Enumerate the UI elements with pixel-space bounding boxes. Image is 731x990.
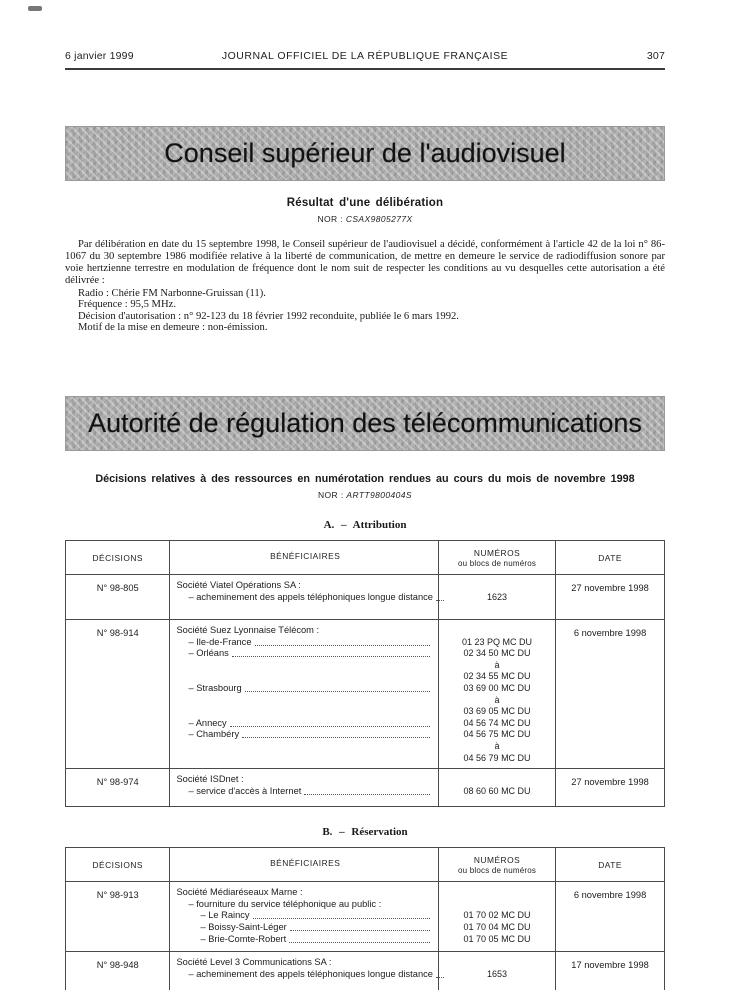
number-line: 01 70 04 MC DU: [463, 921, 531, 932]
beneficiary-cell: [169, 620, 438, 768]
beneficiary-line: [176, 910, 434, 922]
number-line: 08 60 60 MC DU: [463, 785, 531, 796]
col-header-numeros: [438, 848, 555, 881]
table-row: [66, 574, 664, 619]
beneficiary-line: [176, 706, 434, 718]
beneficiary-cell: [169, 952, 438, 990]
section-banner-csa-title: Conseil supérieur de l'audiovisuel: [164, 138, 566, 168]
beneficiary-line: [176, 648, 434, 660]
beneficiary-text: – fourniture du service téléphonique au public :: [188, 898, 382, 909]
beneficiary-line: [176, 899, 434, 911]
number-line: à: [494, 659, 500, 670]
dot-leader: [255, 645, 430, 646]
dot-leader: [304, 794, 430, 795]
number-line: 03 69 00 MC DU: [463, 682, 531, 693]
col-header-beneficiaires: BÉNÉFICIAIRES: [169, 848, 438, 881]
beneficiary-text: Société Viatel Opérations SA :: [176, 580, 301, 590]
beneficiary-cell: [169, 882, 438, 951]
beneficiary-cell: [169, 769, 438, 806]
table-row: [66, 951, 664, 990]
csa-nor-line: [65, 214, 665, 224]
beneficiary-line: [176, 695, 434, 707]
numbers-cell: [438, 952, 555, 990]
dot-leader: [242, 737, 430, 738]
decision-number: N° 98-974: [96, 777, 139, 788]
number-line: [439, 774, 555, 786]
number-line: à: [494, 694, 500, 705]
beneficiary-line: [176, 729, 434, 741]
decision-number: N° 98-805: [96, 583, 139, 593]
number-line: 04 56 75 MC DU: [463, 729, 531, 740]
table-row: [66, 768, 664, 806]
decision-number: N° 98-913: [96, 890, 139, 901]
part-b-heading: B. – Réservation: [322, 826, 408, 839]
decision-date: 6 novembre 1998: [555, 620, 664, 768]
col-header-decisions: DÉCISIONS: [92, 552, 144, 563]
numbers-cell: [438, 620, 555, 768]
beneficiary-text: Société ISDnet :: [176, 774, 244, 785]
art-nor-value: ARTT9800404S: [346, 490, 412, 500]
beneficiary-text: – acheminement des appels téléphoniques longue distance: [188, 968, 433, 979]
col-header-numeros-line2: ou blocs de numéros: [458, 865, 537, 875]
dot-leader: [245, 691, 430, 692]
beneficiary-text: – Orléans: [188, 648, 229, 659]
table-header-row: [66, 848, 664, 881]
dot-leader: [289, 942, 430, 943]
dot-leader: [290, 930, 430, 931]
col-header-date: DATE: [555, 541, 664, 574]
beneficiary-line: [176, 718, 434, 730]
beneficiary-line: [176, 887, 434, 899]
beneficiary-line: [176, 753, 434, 765]
beneficiary-line: [176, 580, 434, 592]
page-number: 307: [646, 50, 665, 62]
col-header-numeros: [438, 541, 555, 574]
beneficiary-text: Société Médiaréseaux Marne :: [176, 887, 303, 898]
section-banner-art: [65, 396, 665, 451]
csa-line-motif: Motif de la mise en demeure : non-émission.: [78, 322, 268, 334]
number-line: 01 23 PQ MC DU: [462, 636, 533, 647]
csa-line-decision: Décision d'autorisation : n° 92-123 du 18 février 1992 reconduite, publiée le 6 mars 1992.: [78, 310, 459, 322]
beneficiary-text: – Boissy-Saint-Léger: [200, 921, 287, 932]
beneficiary-line: [176, 741, 434, 753]
journal-title: JOURNAL OFFICIEL DE LA RÉPUBLIQUE FRANÇAISE: [221, 50, 509, 62]
numbers-cell: [438, 882, 555, 951]
col-header-beneficiaires: BÉNÉFICIAIRES: [169, 541, 438, 574]
csa-line-radio: Radio : Chérie FM Narbonne-Gruissan (11).: [78, 287, 266, 299]
table-row: [66, 619, 664, 768]
decision-date: 27 novembre 1998: [555, 769, 664, 806]
number-line: [439, 887, 555, 899]
number-line: [439, 625, 555, 637]
header-rule: [65, 68, 665, 70]
numbers-cell: [438, 769, 555, 806]
number-line: 04 56 79 MC DU: [463, 752, 531, 763]
beneficiary-line: [176, 969, 434, 981]
decision-number: N° 98-914: [96, 628, 139, 638]
beneficiary-text: – Annecy: [188, 717, 227, 728]
reservation-table: [65, 847, 665, 990]
dot-leader: [230, 726, 430, 727]
section-banner-csa: [65, 126, 665, 181]
number-line: [439, 580, 555, 592]
art-nor-line: [65, 490, 665, 500]
csa-line-frequence: Fréquence : 95,5 MHz.: [78, 299, 176, 311]
beneficiary-text: Société Level 3 Communications SA :: [176, 957, 332, 968]
beneficiary-cell: [169, 575, 438, 619]
art-nor-label: NOR :: [318, 490, 344, 500]
col-header-numeros-line1: NUMÉROS: [473, 854, 521, 865]
beneficiary-text: – Chambéry: [188, 729, 240, 740]
dot-leader: [253, 918, 430, 919]
decision-date: 27 novembre 1998: [555, 575, 664, 619]
number-line: [439, 899, 555, 911]
section-banner-art-title: Autorité de régulation des télécommunications: [88, 408, 642, 438]
beneficiary-line: [176, 637, 434, 649]
beneficiary-line: [176, 671, 434, 683]
beneficiary-line: [176, 625, 434, 637]
col-header-decisions: DÉCISIONS: [92, 859, 144, 870]
beneficiary-text: – service d'accès à Internet: [188, 785, 302, 796]
col-header-numeros-line1: NUMÉROS: [473, 547, 521, 558]
number-line: 01 70 02 MC DU: [463, 910, 531, 921]
beneficiary-text: – Ile-de-France: [188, 636, 252, 647]
beneficiary-line: [176, 683, 434, 695]
beneficiary-line: [176, 786, 434, 798]
number-line: 02 34 55 MC DU: [463, 671, 531, 682]
beneficiary-line: [176, 592, 434, 604]
col-header-date: DATE: [555, 848, 664, 881]
beneficiary-line: [176, 922, 434, 934]
issue-date: 6 janvier 1999: [65, 50, 134, 62]
numbers-cell: [438, 575, 555, 619]
csa-detail-lines: [65, 288, 665, 334]
decision-number: N° 98-948: [96, 960, 139, 971]
number-line: 02 34 50 MC DU: [463, 648, 531, 659]
attribution-table: [65, 540, 665, 807]
number-line: 03 69 05 MC DU: [463, 706, 531, 717]
part-a-heading: A. – Attribution: [323, 519, 407, 531]
number-line: 04 56 74 MC DU: [463, 717, 531, 728]
col-header-numeros-line2: ou blocs de numéros: [458, 558, 537, 568]
beneficiary-text: – Brie-Comte-Robert: [200, 933, 287, 944]
beneficiary-line: [176, 660, 434, 672]
number-line: [439, 957, 555, 969]
beneficiary-text: – Le Raincy: [200, 910, 250, 921]
csa-nor-value: CSAX9805277X: [345, 214, 413, 224]
table-row: [66, 881, 664, 951]
beneficiary-line: [176, 957, 434, 969]
csa-paragraph: [65, 239, 665, 287]
table-header-row: [66, 541, 664, 574]
running-head: [65, 0, 665, 62]
beneficiary-text: Société Suez Lyonnaise Télécom :: [176, 625, 320, 635]
beneficiary-text: – acheminement des appels téléphoniques longue distance: [188, 591, 433, 602]
csa-nor-label: NOR :: [317, 214, 344, 224]
decision-date: 6 novembre 1998: [555, 882, 664, 951]
csa-paragraph-text: Par délibération en date du 15 septembre 1998, le Conseil supérieur de l'audiovisuel a décidé, conformément à l'article 42 de la loi n° 86-1067 du 30 septembre 1986 modifiée relative à la liberté de communication, de mettre en demeure le service de radiodiffusion sonore par voie hertzienne terrestre en modulation de fréquence dont le nom suit de respecter les conditions au vu desquelles cette autorisation a été délivrée :: [65, 239, 665, 286]
beneficiary-text: – Strasbourg: [188, 682, 242, 693]
number-line: 1623: [487, 591, 508, 602]
decision-date: 17 novembre 1998: [555, 952, 664, 990]
art-article-title: Décisions relatives à des ressources en numérotation rendues au cours du mois de novembre 1998: [95, 473, 635, 485]
beneficiary-line: [176, 934, 434, 946]
number-line: 01 70 05 MC DU: [463, 933, 531, 944]
number-line: à: [494, 740, 500, 751]
number-line: 1653: [487, 968, 508, 979]
dot-leader: [232, 656, 430, 657]
csa-article-title: Résultat d'une délibération: [286, 197, 444, 209]
beneficiary-line: [176, 774, 434, 786]
